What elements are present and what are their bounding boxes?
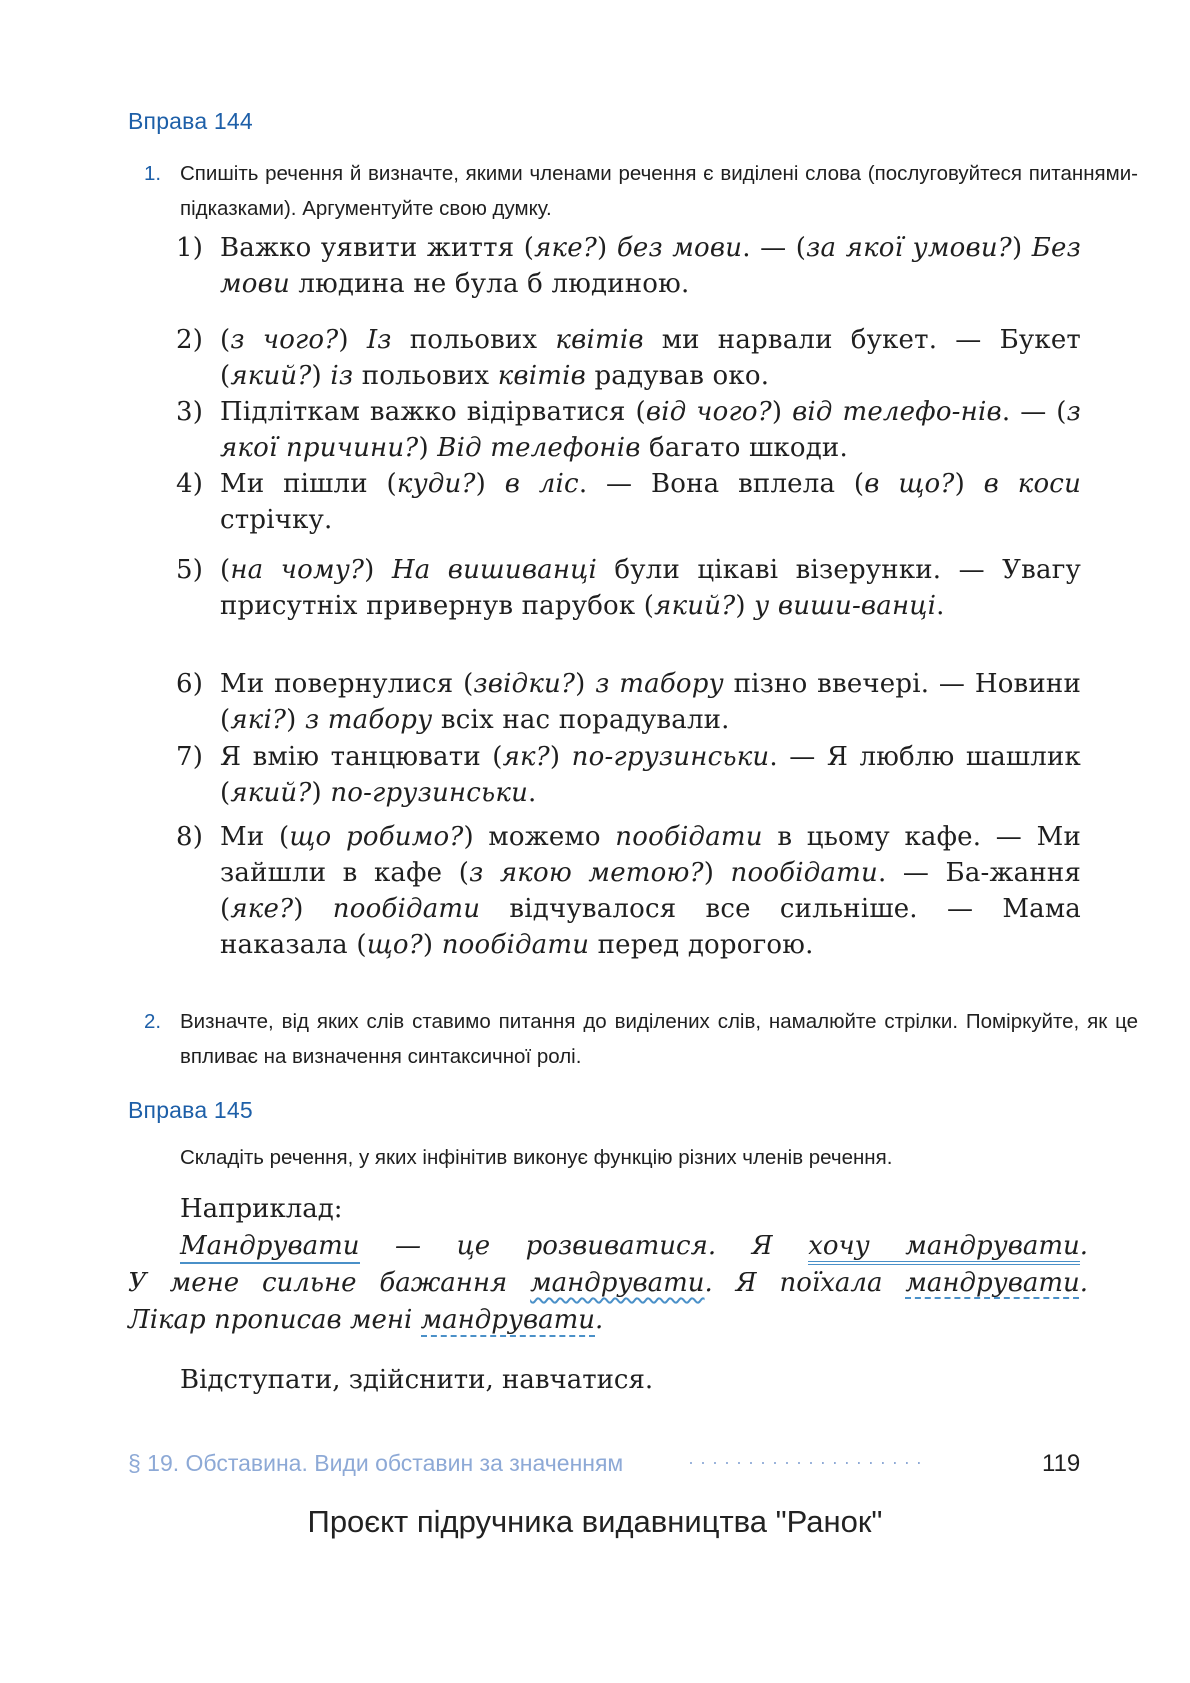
sentence-item-text — [220, 322, 1081, 394]
task-text: Визначте, від яких слів ставимо питання до виділених слів, намалюйте стрілки. Поміркуйте, як це впливає на визначення синтаксичної ролі. — [180, 1010, 1138, 1068]
task-text: Спишіть речення й визначте, якими членами речення є виділені слова (послуговуйтеся питаннями-підказками). Аргументуйте свою думку. — [180, 162, 1138, 220]
highlighted-word: по-грузинськи — [571, 742, 770, 772]
sentence-text: ) — [575, 669, 596, 699]
highlighted-word: за якої умови? — [806, 233, 1012, 263]
example-text: Лікар прописав мені — [128, 1305, 421, 1335]
sentence-text: Ми пішли ( — [220, 469, 397, 499]
highlighted-word: квітів — [497, 361, 586, 391]
example-infinitive-object: мандрувати — [420, 1305, 596, 1335]
sentence-text: радував око. — [585, 361, 770, 391]
footer-section-title: § 19. Обставина. Види обставин за значенням — [128, 1450, 624, 1476]
sentence-text: людина не була б людиною. — [289, 269, 690, 299]
sentence-text: ) — [364, 555, 392, 585]
sentence-item-number: 7) — [176, 742, 204, 772]
highlighted-word: без мови — [616, 233, 743, 263]
sentence-item — [176, 666, 1081, 738]
highlighted-word: що робимо? — [289, 822, 464, 852]
sentence-item-number: 2) — [176, 325, 204, 355]
sentence-text: ) — [771, 397, 793, 427]
sentence-text: ) — [338, 325, 367, 355]
highlighted-word: який? — [230, 361, 312, 391]
sentence-item-number: 6) — [176, 669, 204, 699]
highlighted-word: в ліс — [504, 469, 579, 499]
example-text: У мене сильне бажання — [128, 1268, 531, 1298]
sentence-text: . — [936, 591, 945, 621]
highlighted-word: що? — [366, 930, 423, 960]
sentence-text: багато шкоди. — [640, 433, 848, 463]
example-infinitive-adverbial: мандрувати — [905, 1268, 1080, 1298]
sentence-text: ( — [220, 325, 231, 355]
highlighted-word: із — [330, 361, 354, 391]
sentence-text: всіх нас порадували. — [432, 705, 730, 735]
sentence-item-text — [220, 394, 1081, 466]
highlighted-word: в коси — [983, 469, 1082, 499]
highlighted-word: який? — [230, 778, 312, 808]
sentence-text: ) — [954, 469, 984, 499]
exercise-144-task-1 — [144, 156, 1138, 226]
sentence-text: ) — [418, 433, 438, 463]
highlighted-word: пообідати — [615, 822, 763, 852]
sentence-item — [176, 819, 1081, 963]
sentence-item-text — [220, 819, 1081, 963]
sentence-item-number: 8) — [176, 822, 204, 852]
sentence-text: ) — [735, 591, 755, 621]
sentence-item — [176, 552, 1081, 624]
highlighted-word: у виши-ванці — [754, 591, 937, 621]
publisher-watermark: Проєкт підручника видавництва "Ранок" — [307, 1504, 883, 1539]
sentence-text: ми нарвали букет. — Букет ( — [220, 325, 1081, 391]
sentence-text: . — ( — [1001, 397, 1067, 427]
sentence-text: ) — [703, 858, 731, 888]
sentence-text: були цікаві візерунки. — Увагу присутніх привернув парубок ( — [220, 555, 1082, 621]
sentence-item — [176, 739, 1081, 811]
sentence-item-number: 3) — [176, 397, 204, 427]
highlighted-word: Від телефонів — [437, 433, 641, 463]
sentence-text: ) — [311, 361, 331, 391]
highlighted-word: від чого? — [645, 397, 772, 427]
example-line-3 — [128, 1302, 1088, 1339]
sentence-text: ) — [597, 233, 617, 263]
exercise-145-title: Вправа 145 — [128, 1097, 253, 1123]
highlighted-word: з табору — [304, 705, 433, 735]
task-number: 2. — [144, 1010, 162, 1033]
sentence-text: ) можемо — [463, 822, 616, 852]
sentence-text: польових — [353, 361, 498, 391]
highlighted-word: з якою метою? — [469, 858, 704, 888]
sentence-text: ) — [1011, 233, 1032, 263]
sentence-text: відчувалося все сильніше. — Мама наказала ( — [220, 894, 1082, 960]
sentence-text: пізно ввечері. — Новини ( — [220, 669, 1081, 735]
footer-dot-leader: ···················· — [688, 1452, 928, 1472]
sentence-text: в цьому кафе. — Ми зайшли в кафе ( — [220, 822, 1081, 888]
highlighted-word: На вишиванці — [391, 555, 598, 585]
exercise-145-task: Складіть речення, у яких інфінітив виконує функцію різних членів речення. — [180, 1146, 893, 1169]
page-number: 119 — [1042, 1450, 1081, 1477]
highlighted-word: яке? — [534, 233, 598, 263]
task-number: 1. — [144, 162, 162, 185]
sentence-item-text — [220, 739, 1081, 811]
sentence-text: Важко уявити життя ( — [220, 233, 535, 263]
exercise-144-task-2 — [144, 1004, 1138, 1074]
highlighted-word: Із — [366, 325, 392, 355]
highlighted-word: Без мови — [220, 233, 1082, 299]
highlighted-word: з якої причини? — [220, 397, 1082, 463]
example-text: . — [1079, 1268, 1088, 1298]
sentence-text: ) — [286, 705, 305, 735]
sentence-text: Ми повернулися ( — [220, 669, 474, 699]
sentence-text: ( — [220, 555, 231, 585]
sentence-text: Я вмію танцювати ( — [220, 742, 503, 772]
highlighted-word: який? — [654, 591, 736, 621]
highlighted-word: з чого? — [230, 325, 339, 355]
sentence-text: Підліткам важко відірватися ( — [220, 397, 646, 427]
highlighted-word: пообідати — [332, 894, 481, 924]
sentence-text: стрічку. — [220, 505, 333, 535]
sentence-text: . — [528, 778, 537, 808]
highlighted-word: яке? — [230, 894, 294, 924]
sentence-text: . — Я люблю шашлик ( — [220, 742, 1081, 808]
exercise-144-title: Вправа 144 — [128, 108, 253, 134]
sentence-text: перед дорогою. — [589, 930, 814, 960]
example-infinitive-attribute: мандрувати — [530, 1268, 705, 1298]
exercise-145-words: Відступати, здійснити, навчатися. — [180, 1365, 654, 1395]
sentence-item-text — [220, 666, 1081, 738]
example-infinitive-subject: Мандрувати — [180, 1231, 360, 1264]
highlighted-word: пообідати — [730, 858, 878, 888]
highlighted-word: пообідати — [441, 930, 590, 960]
sentence-text: ) — [422, 930, 442, 960]
sentence-text: . — Ба-жання ( — [220, 858, 1081, 924]
example-text: . — [1079, 1231, 1088, 1261]
sentence-item-text — [220, 466, 1081, 538]
sentence-text: ) — [293, 894, 333, 924]
sentence-item — [176, 322, 1081, 394]
highlighted-word: як? — [502, 742, 550, 772]
highlighted-word: в що? — [864, 469, 955, 499]
sentence-item-number: 4) — [176, 469, 204, 499]
highlighted-word: звідки? — [473, 669, 576, 699]
sentence-text: ) — [311, 778, 331, 808]
sentence-item-text — [220, 230, 1081, 302]
sentence-item — [176, 230, 1081, 302]
example-label: Наприклад: — [180, 1194, 343, 1224]
sentence-item — [176, 394, 1081, 466]
sentence-text: ) — [549, 742, 572, 772]
highlighted-word: від телефо-нів — [792, 397, 1002, 427]
sentence-text: . — Вона вплела ( — [578, 469, 865, 499]
example-line-2 — [128, 1265, 1088, 1302]
highlighted-word: квітів — [555, 325, 644, 355]
highlighted-word: куди? — [396, 469, 476, 499]
sentence-item — [176, 466, 1081, 538]
sentence-text: польових — [391, 325, 556, 355]
highlighted-word: з табору — [595, 669, 724, 699]
example-text: — це розвиватися. Я — [359, 1231, 809, 1261]
sentence-text: . — ( — [742, 233, 807, 263]
example-text: . — [595, 1305, 604, 1335]
highlighted-word: по-грузинськи — [330, 778, 529, 808]
example-infinitive-predicate: хочу мандрувати — [808, 1231, 1080, 1265]
sentence-item-number: 5) — [176, 555, 204, 585]
sentence-text: ) — [475, 469, 505, 499]
sentence-item-number: 1) — [176, 233, 204, 263]
highlighted-word: які? — [230, 705, 287, 735]
sentence-item-text — [220, 552, 1081, 624]
example-line-1 — [180, 1228, 1088, 1265]
example-text: . Я поїхала — [704, 1268, 906, 1298]
sentence-text: Ми ( — [220, 822, 290, 852]
highlighted-word: на чому? — [230, 555, 365, 585]
